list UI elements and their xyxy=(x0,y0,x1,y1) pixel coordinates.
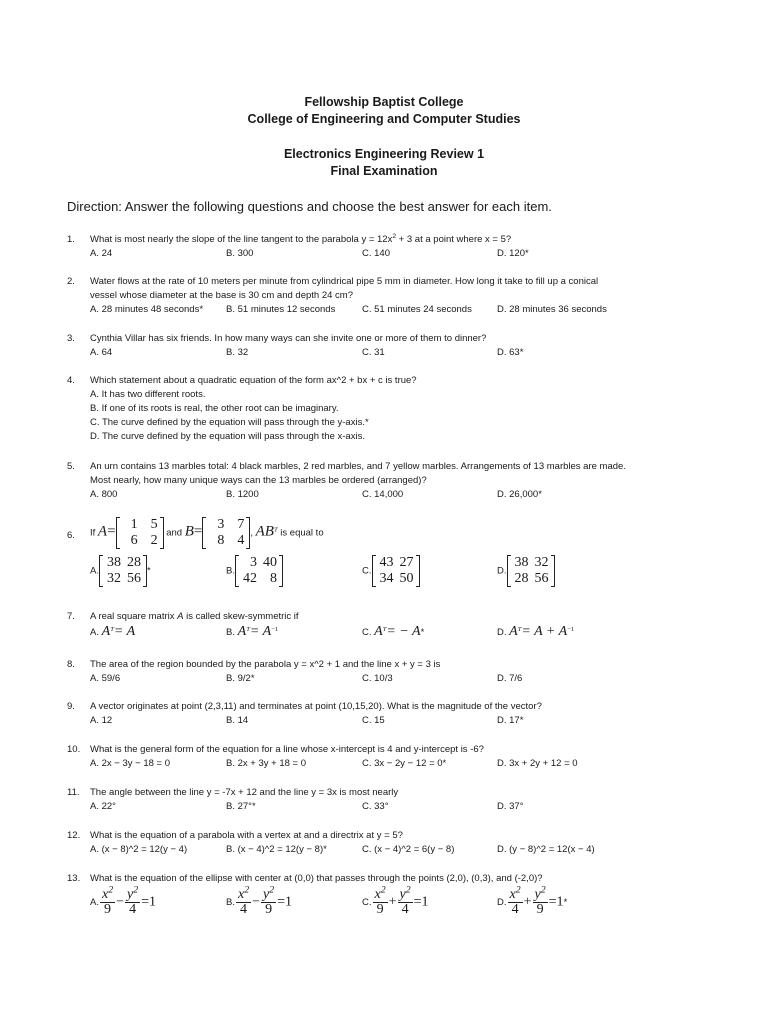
choice-b: B. 14 xyxy=(226,715,249,726)
choice-b: B. 32 xyxy=(226,347,249,358)
choice-a: A. $\frac{x^2}{9}$ − $\frac{y^2}{4}$ =1 xyxy=(90,884,157,917)
choice-d: D. 17* xyxy=(497,715,524,726)
choice-d: D. 120* xyxy=(497,248,529,259)
choices-3 xyxy=(90,346,710,360)
choice-b: B. 3 40 42 8 xyxy=(226,555,283,587)
choice-d: D. 38 32 28 56 xyxy=(497,555,555,587)
choice-d: D. 37° xyxy=(497,801,524,812)
choice-c: C. The curve defined by the equation will pass through the y-axis.* xyxy=(90,417,369,428)
choices-2 xyxy=(90,303,710,317)
question-stem: The angle between the line y = -7x + 12 and the line y = 3x is most nearly xyxy=(90,787,399,798)
choice-c: C. 51 minutes 24 seconds xyxy=(362,304,472,315)
choice-c: C. 140 xyxy=(362,248,390,259)
choice-b: B. (x − 4)^2 = 12(y − 8)* xyxy=(226,844,327,855)
choice-d: D. 63* xyxy=(497,347,524,358)
choices-9 xyxy=(90,714,710,728)
choice-d: D. $A^T= A + A^{-1}$ xyxy=(497,624,575,639)
question-number: 6. xyxy=(67,530,75,541)
question-number: 13. xyxy=(67,873,81,884)
choice-b: B. 27°* xyxy=(226,801,256,812)
review-title: Electronics Engineering Review 1 xyxy=(283,147,485,161)
question-number: 1. xyxy=(67,234,75,245)
choice-a: A. 28 minutes 48 seconds* xyxy=(90,304,204,315)
choice-d: D. 3x + 2y + 12 = 0 xyxy=(497,758,578,769)
choice-c: C. 33° xyxy=(362,801,389,812)
choice-d: D. 7/6 xyxy=(497,673,523,684)
direction-text: Direction: Answer the following questions and choose the best answer for each item. xyxy=(67,199,552,214)
choice-c: C. (x − 4)^2 = 6(y − 8) xyxy=(362,844,455,855)
exam-title: Final Examination xyxy=(330,164,438,178)
question-number: 4. xyxy=(67,375,75,386)
question-number: 8. xyxy=(67,659,75,670)
choice-a: A. 59/6 xyxy=(90,673,121,684)
college-name: College of Engineering and Computer Studies xyxy=(247,112,521,126)
choice-a: A. 2x − 3y − 18 = 0 xyxy=(90,758,171,769)
choice-c: C. $\frac{x^2}{9}$ + $\frac{y^2}{4}$ =1 xyxy=(362,884,429,917)
matrix-b: 3 7 8 4 xyxy=(202,517,250,549)
choice-a: A. 12 xyxy=(90,715,113,726)
choice-b: B. 300 xyxy=(226,248,254,259)
choices-1 xyxy=(90,247,710,261)
question-stem: A vector originates at point (2,3,11) and terminates at point (10,15,20). What is the magnitude of the vector? xyxy=(90,701,542,712)
question-number: 2. xyxy=(67,276,75,287)
choice-d: D. 28 minutes 36 seconds xyxy=(497,304,607,315)
question-stem: What is the general form of the equation for a line whose x-intercept is 4 and y-intercept is -6? xyxy=(90,744,484,755)
choice-d: D. The curve defined by the equation will pass through the x-axis. xyxy=(90,431,365,442)
question-stem: What is the equation of the ellipse with center at (0,0) that passes through the points (2,0), (0,3), and (-2,0)? xyxy=(90,873,543,884)
matrix-a: 1 5 6 2 xyxy=(116,517,164,549)
choices-11 xyxy=(90,800,710,814)
choice-b: B. 51 minutes 12 seconds xyxy=(226,304,336,315)
choice-c: C. $A^T= - A*$ xyxy=(362,624,425,639)
choice-b: B. 2x + 3y + 18 = 0 xyxy=(226,758,307,769)
question-stem: Cynthia Villar has six friends. In how many ways can she invite one or more of them to dinner? xyxy=(90,333,487,344)
choice-c: C. 15 xyxy=(362,715,385,726)
question-number: 11. xyxy=(67,787,80,798)
question-stem-cont: Most nearly, how many unique ways can the 13 marbles be ordered (arranged)? xyxy=(90,475,427,486)
question-number: 9. xyxy=(67,701,75,712)
choice-b: B. $\frac{x^2}{4}$ − $\frac{y^2}{9}$ =1 xyxy=(226,884,293,917)
choice-a: A. $A^T= A$ xyxy=(90,624,136,639)
question-stem: A real square matrix A is called skew-symmetric if xyxy=(90,611,299,622)
choice-c: C. 31 xyxy=(362,347,385,358)
question-number: 7. xyxy=(67,611,75,622)
question-stem: An urn contains 13 marbles total: 4 black marbles, 2 red marbles, and 7 yellow marbles. Arrangements of 13 marbles are made. xyxy=(90,461,626,472)
choices-5 xyxy=(90,488,710,502)
question-stem-cont: vessel whose diameter at the base is 30 cm and depth 24 cm? xyxy=(90,290,353,301)
question-number: 3. xyxy=(67,333,75,344)
choices-8 xyxy=(90,672,710,686)
question-stem: If A= 1 5 6 2 and B= 3 7 8 4 , $AB^T$ is equal to xyxy=(90,517,324,548)
question-number: 12. xyxy=(67,830,81,841)
choice-d: D. (y − 8)^2 = 12(x − 4) xyxy=(497,844,595,855)
choice-a: A. 24 xyxy=(90,248,113,259)
choices-12 xyxy=(90,843,710,857)
choice-b: B. 1200 xyxy=(226,489,259,500)
choice-c: C. 43 27 34 50 xyxy=(362,555,420,587)
question-number: 5. xyxy=(67,461,75,472)
choices-10 xyxy=(90,757,710,771)
question-number: 10. xyxy=(67,744,81,755)
question-stem: What is the equation of a parabola with a vertex at and a directrix at y = 5? xyxy=(90,830,403,841)
choice-a: A. 22° xyxy=(90,801,116,812)
choice-d: D. 26,000* xyxy=(497,489,542,500)
choice-c: C. 10/3 xyxy=(362,673,393,684)
choice-c: C. 3x − 2y − 12 = 0* xyxy=(362,758,447,769)
choice-d: D. $\frac{x^2}{4}$ + $\frac{y^2}{9}$ =1* xyxy=(497,884,568,917)
choice-b: B. $A^T= A^{-1}$ xyxy=(226,624,279,639)
question-stem: The area of the region bounded by the parabola y = x^2 + 1 and the line x + y = 3 is xyxy=(90,659,441,670)
question-stem: Which statement about a quadratic equation of the form ax^2 + bx + c is true? xyxy=(90,375,417,386)
choice-a: A. (x − 8)^2 = 12(y − 4) xyxy=(90,844,188,855)
choice-a: A. 800 xyxy=(90,489,118,500)
choice-b: B. If one of its roots is real, the other root can be imaginary. xyxy=(90,403,339,414)
choice-c: C. 14,000 xyxy=(362,489,404,500)
choice-a: A. 64 xyxy=(90,347,113,358)
choice-a: A. It has two different roots. xyxy=(90,389,206,400)
choice-a: A. 38 28 32 56 * xyxy=(90,555,151,586)
school-name: Fellowship Baptist College xyxy=(304,95,464,109)
question-stem: What is most nearly the slope of the line tangent to the parabola $y = 12x^2 + 3$ at a point where x = 5? xyxy=(90,232,512,245)
choice-b: B. 9/2* xyxy=(226,673,255,684)
question-stem: Water flows at the rate of 10 meters per minute from cylindrical pipe 5 mm in diameter. How long it take to fill up a conical xyxy=(90,276,599,287)
